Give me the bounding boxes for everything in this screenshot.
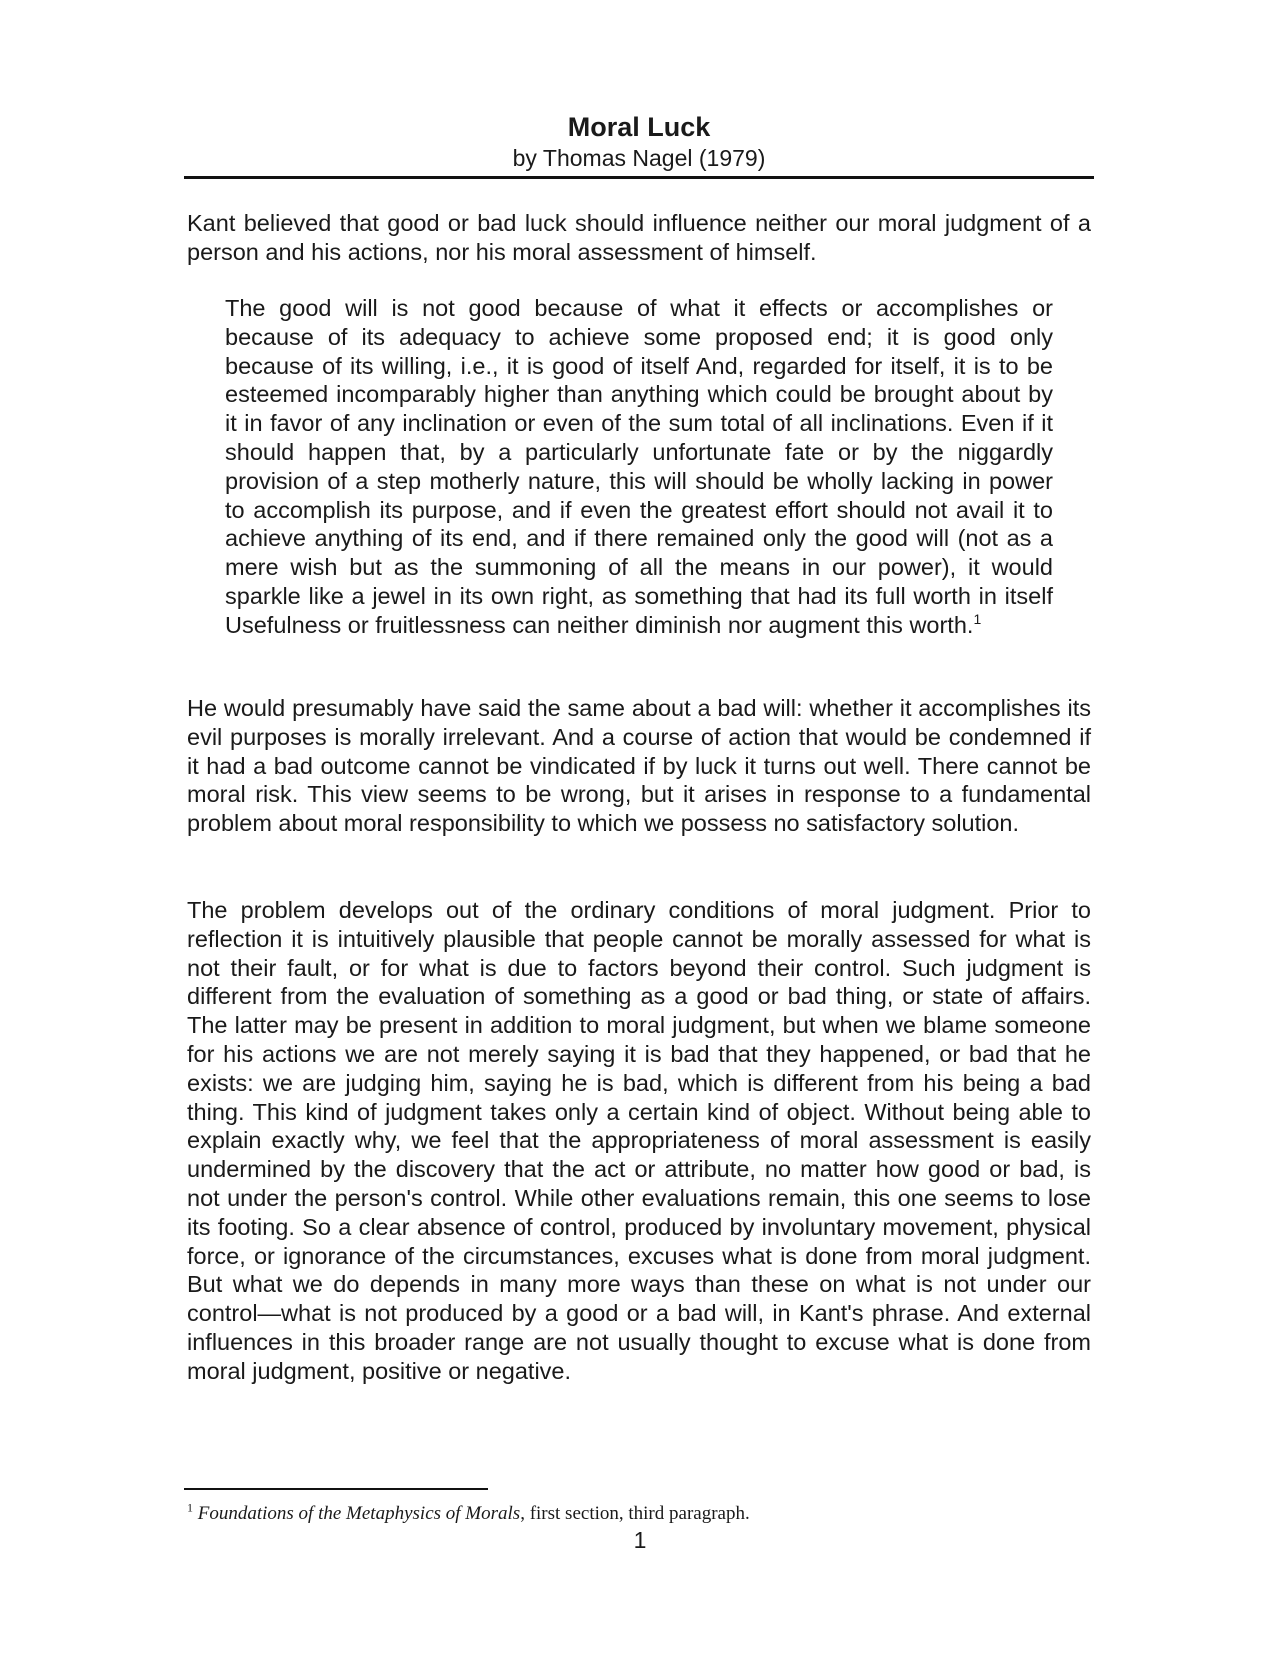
page-number: 1 [633, 1527, 647, 1553]
paragraph-second: He would presumably have said the same about a bad will: whether it accomplishes its evil purposes is morally irrelevant. And a course of action that would be condemned if it had a bad outcome cannot be vindicated if by luck it turns out well. There cannot be moral risk. This view seems to be wrong, but it arises in response to a fundamental problem about moral responsibility to which we possess no satisfactory solution. [187, 695, 1091, 837]
document-title: Moral Luck [567, 112, 711, 142]
footnote-divider [184, 1488, 488, 1490]
footnote-work-title: Foundations of the Metaphysics of Morals [197, 1503, 521, 1524]
footnote [187, 1502, 1087, 1526]
block-quote-text: The good will is not good because of what it effects or accomplishes or because of its adequacy to achieve some proposed end; it is good only because of its willing, i.e., it is good of itself And, regarded for itself, it is to be esteemed incomparably higher than anything which could be brought about by it in favor of any inclination or even of the sum total of all inclinations. Even if it should happen that, by a particularly unfortunate fate or by the niggardly provision of a step motherly nature, this will should be wholly lacking in power to accomplish its purpose, and if even the greatest effort should not avail it to achieve anything of its end, and if there remained only the good will (not as a mere wish but as the summoning of all the means in our power), it would sparkle like a jewel in its own right, as something that had its full worth in itself Usefulness or fruitlessness can neither diminish nor augment this worth. [225, 295, 1053, 638]
document-header [184, 110, 1094, 172]
block-quote [225, 294, 1053, 640]
header-divider [184, 176, 1094, 179]
footnote-reference: 1 [973, 610, 982, 627]
footnote-mark: 1 [187, 1500, 193, 1515]
footnote-text: , first section, third paragraph. [520, 1503, 750, 1524]
paragraph-intro: Kant believed that good or bad luck should influence neither our moral judgment of a person and his actions, nor his moral assessment of himself. [187, 210, 1091, 265]
paragraph-third: The problem develops out of the ordinary conditions of moral judgment. Prior to reflection it is intuitively plausible that people cannot be morally assessed for what is not their fault, or for what is due to factors beyond their control. Such judgment is different from the evaluation of something as a good or bad thing, or state of affairs. The latter may be present in addition to moral judgment, but when we blame someone for his actions we are not merely saying it is bad that they happened, or bad that he exists: we are judging him, saying he is bad, which is different from his being a bad thing. This kind of judgment takes only a certain kind of object. Without being able to explain exactly why, we feel that the appropriateness of moral assessment is easily undermined by the discovery that the act or attribute, no matter how good or bad, is not under the person's control. While other evaluations remain, this one seems to lose its footing. So a clear absence of control, produced by involuntary movement, physical force, or ignorance of the circumstances, excuses what is done from moral judgment. But what we do depends in many more ways than these on what is not under our control—what is not produced by a good or a bad will, in Kant's phrase. And external influences in this broader range are not usually thought to excuse what is done from moral judgment, positive or negative. [187, 897, 1091, 1384]
document-byline: by Thomas Nagel (1979) [512, 145, 766, 171]
